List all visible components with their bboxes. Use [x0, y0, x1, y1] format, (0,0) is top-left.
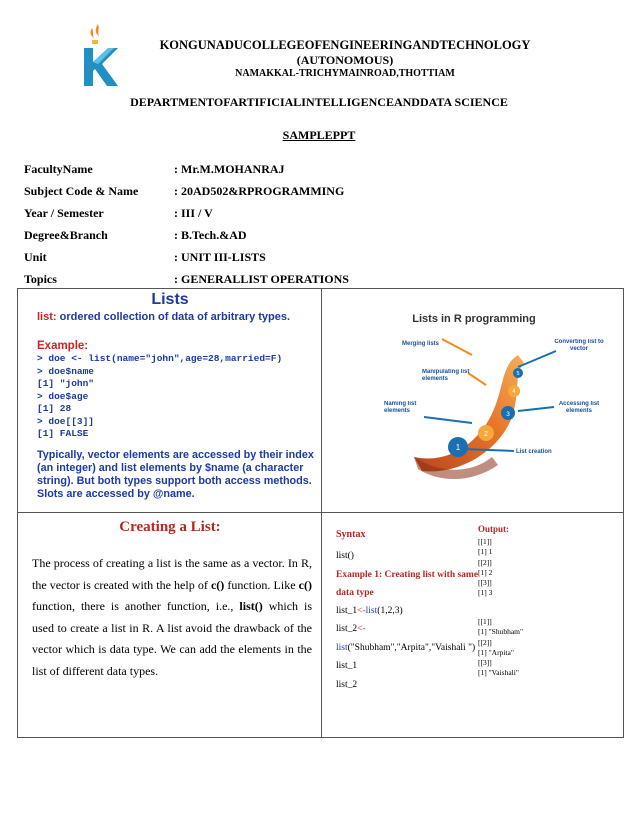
info-label: Subject Code & Name: [24, 183, 139, 198]
output-line: [1] "Shubham": [478, 627, 524, 637]
label-merging: Merging lists: [402, 341, 440, 347]
info-label: Degree&Branch: [24, 227, 108, 242]
assign-arrow: <-: [357, 605, 366, 616]
info-row: [24, 268, 624, 290]
lists-definition: [37, 311, 290, 323]
lists-infographic: [322, 289, 623, 513]
syntax-print-1: list_1: [336, 661, 358, 671]
naming-arrow: [424, 417, 472, 423]
info-value: : III / V: [174, 205, 213, 220]
info-row: [24, 202, 624, 224]
step-number-5: 5: [516, 371, 520, 377]
label-accessing: Accessing list elements: [558, 401, 600, 414]
step-number-1: 1: [455, 443, 461, 452]
creating-list-section: [18, 513, 322, 737]
output-line: [[2]]: [478, 557, 492, 567]
label-accessing-box: [554, 401, 604, 421]
merging-arrow: [442, 339, 472, 355]
output-line: [1] "Vaishali": [478, 668, 519, 678]
accessing-arrow: [518, 407, 554, 411]
para-text: function. Like: [224, 577, 299, 592]
content-grid: [17, 288, 624, 738]
sample-title: SAMPLEPPT: [282, 128, 356, 142]
department-title: DEPARTMENTOFARTIFICIALINTELLIGENCEANDDATA SCIENCE: [130, 95, 508, 109]
code-line: > doe[[3]]: [37, 415, 95, 427]
syntax-call: list(): [336, 551, 354, 561]
info-row: [24, 224, 624, 246]
output-line: [[3]]: [478, 578, 492, 588]
syntax-lines: [336, 547, 481, 694]
step-number-3: 3: [506, 411, 510, 418]
output-line: [1] 1: [478, 547, 493, 557]
college-name: KONGUNADUCOLLEGEOFENGINEERINGANDTECHNOLOGY: [159, 38, 531, 52]
lists-def-text: ordered collection of data of arbitrary types.: [56, 311, 291, 323]
para-code: list(): [239, 599, 263, 613]
output-line: [1] "Arpita": [478, 647, 514, 657]
converting-arrow: [518, 351, 556, 367]
code-line: > doe$name: [37, 365, 95, 377]
var-name: list_2: [336, 624, 358, 634]
syntax-line-2b: [336, 639, 481, 658]
infographic-svg: [322, 289, 623, 513]
output-line: [[2]]: [478, 637, 492, 647]
output-line: [[1]]: [478, 617, 492, 626]
syntax-example: Example 1: Creating list with same data type: [336, 569, 479, 598]
function-args: ("Shubham","Arpita","Vaishali "): [347, 642, 476, 653]
assign-arrow: <-: [357, 624, 366, 634]
para-text: which is used to create a list in R. A list avoid the drawback of the vector which is data type. We can add the elements in the list of different data types.: [32, 599, 312, 678]
code-line: [1] "john": [37, 378, 95, 389]
info-value: : B.Tech.&AD: [174, 227, 247, 242]
example-label: Example:: [37, 340, 89, 352]
college-autonomous: (AUTONOMOUS): [296, 53, 394, 67]
syntax-heading: Syntax: [336, 529, 366, 540]
output-line: [[3]]: [478, 658, 492, 668]
label-converting-box: [554, 339, 604, 359]
creating-list-paragraph: [32, 553, 312, 682]
code-line: > doe$age: [37, 390, 89, 402]
label-manipulating: Manipulating list elements: [422, 369, 470, 382]
function-name: list: [336, 642, 348, 653]
function-name: list: [365, 605, 378, 616]
college-address: NAMAKKAL-TRICHYMAINROAD,THOTTIAM: [235, 68, 455, 79]
info-label: Unit: [24, 249, 47, 264]
code-line: [1] FALSE: [37, 428, 89, 439]
infographic-title: Lists in R programming: [412, 313, 536, 325]
creating-list-title: Creating a List:: [119, 519, 221, 535]
output-line: [1] 2: [478, 567, 493, 577]
para-text: The process of creating a list is the same as a vector. In R, the vector is created with the help of: [32, 556, 312, 592]
function-args: (1,2,3): [377, 605, 403, 616]
code-line: [1] 28: [37, 403, 72, 414]
info-value: : Mr.M.MOHANRAJ: [174, 161, 285, 176]
var-name: list_1: [336, 605, 358, 616]
syntax-output-section: [322, 513, 623, 737]
info-label: Topics: [24, 271, 57, 286]
output-block-1: [478, 537, 492, 599]
output-line: [1] 3: [478, 588, 493, 598]
info-row: [24, 158, 624, 180]
label-naming-box: [384, 401, 429, 421]
output-block-2: [478, 617, 523, 679]
output-line: [[1]]: [478, 537, 492, 546]
info-label: Year / Semester: [24, 205, 104, 220]
lists-slide: [18, 289, 322, 513]
code-line: > doe <- list(name="john",age=28,married=F): [37, 353, 283, 364]
info-label: FacultyName: [24, 161, 93, 176]
label-manipulating-box: [422, 369, 472, 389]
para-code: c(): [210, 577, 225, 592]
step-number-2: 2: [484, 431, 488, 438]
info-value: : 20AD502&RPROGRAMMING: [174, 183, 345, 198]
info-row: [24, 180, 624, 202]
syntax-line-1: [336, 602, 481, 621]
output-heading: Output:: [478, 524, 510, 534]
syntax-print-2: list_2: [336, 679, 358, 690]
step-number-4: 4: [512, 389, 516, 395]
lists-paragraph: Typically, vector elements are accessed by their index (an integer) and list elements by $name (a character string). But both types support both access methods. Slots are accessed by @name.: [37, 449, 314, 500]
para-text: function, there is another function, i.e.,: [32, 599, 240, 613]
para-code: c(): [298, 577, 312, 592]
lists-title: Lists: [151, 291, 189, 308]
info-value: : UNIT III-LISTS: [174, 249, 266, 264]
lists-def-keyword: list:: [37, 311, 57, 323]
info-row: [24, 246, 624, 268]
label-naming: Naming list elements: [384, 401, 417, 414]
info-table: [24, 158, 624, 290]
label-converting: Converting list to vector: [554, 339, 604, 352]
info-value: : GENERALLIST OPERATIONS: [174, 271, 349, 286]
code-block: [37, 353, 282, 441]
syntax-line-2: [336, 620, 481, 639]
label-creation: List creation: [516, 449, 552, 455]
